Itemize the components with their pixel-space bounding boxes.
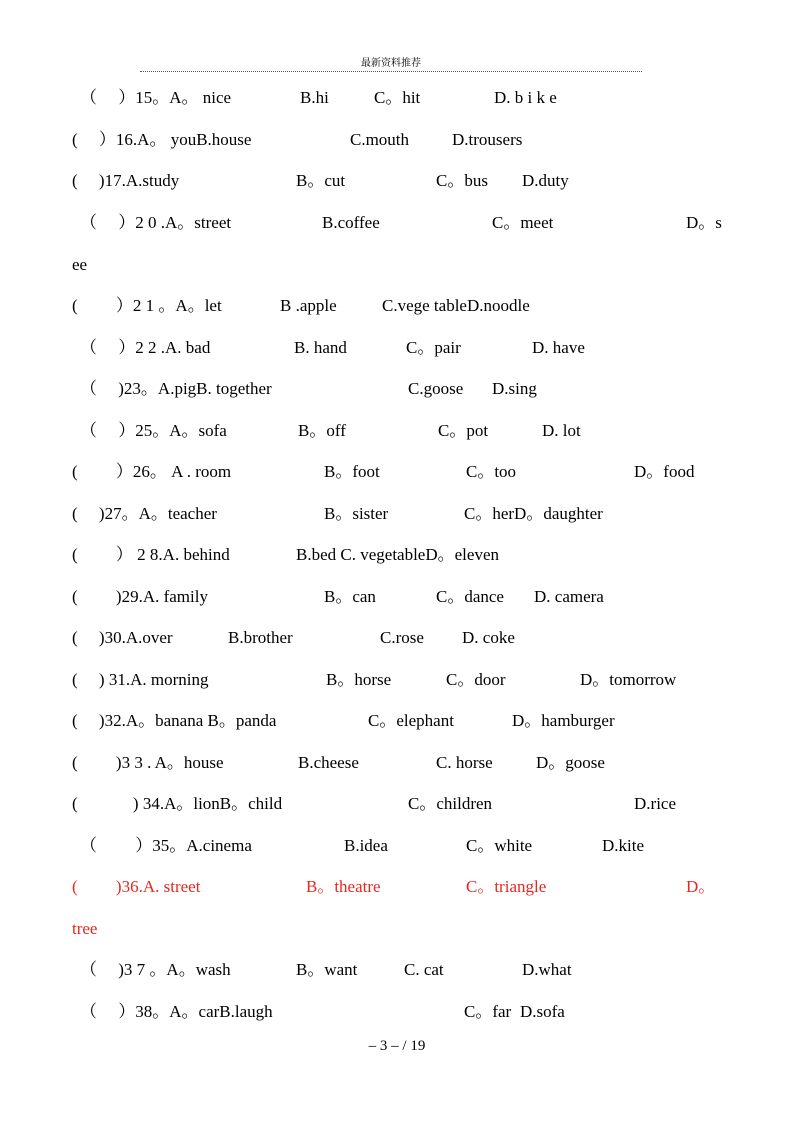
option-c: C.mouth [350, 130, 410, 149]
option-d: D.sofa [520, 1002, 565, 1021]
option-a: （ )3 7 。A。wash [80, 960, 231, 979]
option-c: C。pair [406, 338, 461, 357]
option-c: C。hit [374, 88, 421, 107]
option-a: ( )17.A.study [72, 171, 180, 190]
option-d: D。hamburger [512, 711, 615, 730]
option-a: ( ） 2 8.A. behind [72, 545, 230, 564]
option-d: D. lot [542, 421, 581, 440]
option-b: B.hi [300, 88, 329, 107]
option-a: ( )3 3 . A。house [72, 753, 224, 772]
option-a: （ ）15。A。 nice [80, 88, 232, 107]
option-a: （ ）2 2 .A. bad [80, 338, 211, 357]
option-a: （ ）2 0 .A。street [80, 213, 232, 232]
option-c: C.rose [380, 628, 424, 647]
option-d: D. b i k e [494, 88, 557, 107]
page-number: – 3 – / 19 [368, 1038, 426, 1054]
option-b: B。theatre [306, 877, 381, 896]
question-36-wrap: tree [72, 919, 98, 938]
option-d: D。goose [536, 753, 605, 772]
option-d: D.what [522, 960, 572, 979]
option-a: ( )32.A。banana B。panda [72, 711, 277, 730]
option-d: D.sing [492, 379, 537, 398]
option-c: C. horse [436, 753, 493, 772]
option-a: ( ) 31.A. morning [72, 670, 209, 689]
option-a: ( )27。A。teacher [72, 504, 217, 523]
option-b: B。sister [324, 504, 389, 523]
option-c: C。white [466, 836, 533, 855]
option-c: C.vege tableD.noodle [382, 296, 530, 315]
option-c: C。pot [438, 421, 489, 440]
option-c: C。dance [436, 587, 504, 606]
option-b: B。foot [324, 462, 380, 481]
option-c: C。bus [436, 171, 488, 190]
option-a: ( ）16.A。 youB.house [72, 130, 252, 149]
option-b: B。can [324, 587, 376, 606]
option-b: B。off [298, 421, 346, 440]
option-a: ( )30.A.over [72, 628, 173, 647]
question-20-wrap: ee [72, 255, 88, 274]
option-c: C。too [466, 462, 517, 481]
option-d: D。food [634, 462, 695, 481]
page-header: 最新资料推荐 [140, 58, 642, 72]
option-b: B。horse [326, 670, 392, 689]
option-b: B.cheese [298, 753, 359, 772]
option-c: C.goose [408, 379, 464, 398]
option-b: B.bed C. vegetableD。eleven [296, 545, 499, 564]
option-b: B.idea [344, 836, 388, 855]
option-b: B. hand [294, 338, 347, 357]
option-a: ( )36.A. street [72, 877, 201, 896]
option-a: （ ）35。A.cinema [80, 836, 252, 855]
option-b: B。want [296, 960, 358, 979]
option-a: ( ) 34.A。lionB。child [72, 794, 283, 813]
option-d: D。tomorrow [580, 670, 677, 689]
option-d: D.duty [522, 171, 569, 190]
option-c: C。far [464, 1002, 512, 1021]
option-a: ( ）26。 A . room [72, 462, 232, 481]
option-c: C。triangle [466, 877, 547, 896]
option-a: ( )29.A. family [72, 587, 208, 606]
option-a: （ ）38。A。carB.laugh [80, 1002, 273, 1021]
option-d: D.kite [602, 836, 645, 855]
option-c: C。door [446, 670, 506, 689]
option-a: （ ）25。A。sofa [80, 421, 227, 440]
option-d: D.trousers [452, 130, 523, 149]
option-c: C. cat [404, 960, 444, 979]
option-d: D. coke [462, 628, 515, 647]
option-a: ( ）2 1 。A。let [72, 296, 222, 315]
option-d: D. have [532, 338, 585, 357]
option-c: C。children [408, 794, 493, 813]
option-d: D。 [686, 877, 716, 896]
option-b: B.coffee [322, 213, 380, 232]
option-b: B.brother [228, 628, 293, 647]
option-a: （ )23。A.pigB. together [80, 379, 272, 398]
option-c: C。meet [492, 213, 554, 232]
option-d: D。s [686, 213, 722, 232]
option-d: D.rice [634, 794, 677, 813]
option-b: B。cut [296, 171, 346, 190]
option-b: B .apple [280, 296, 337, 315]
option-c: C。herD。daughter [464, 504, 603, 523]
option-c: C。elephant [368, 711, 454, 730]
option-d: D. camera [534, 587, 604, 606]
